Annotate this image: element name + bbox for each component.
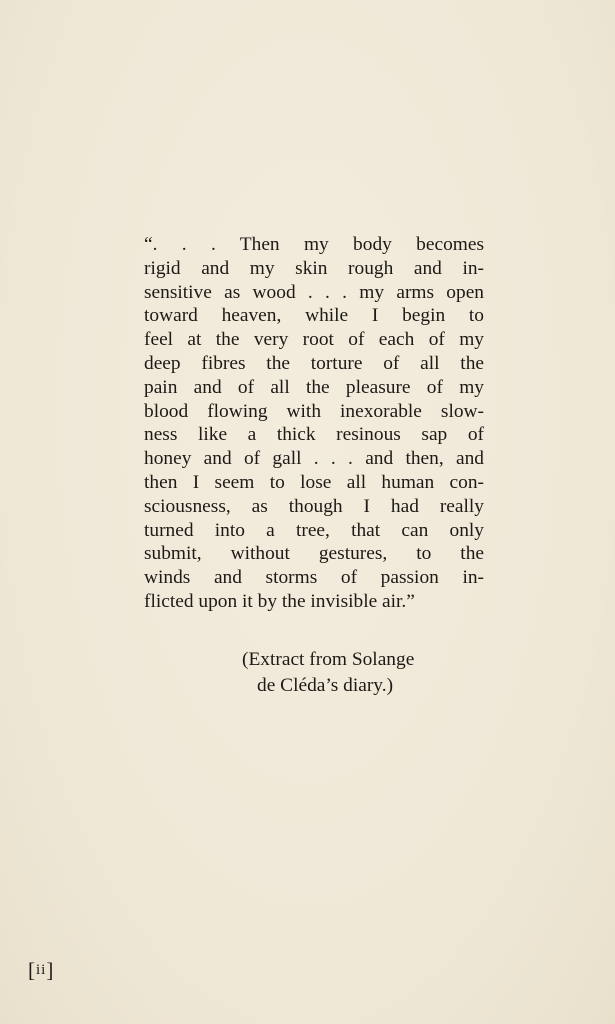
quote-line: sensitive as wood . . . my arms open — [144, 281, 484, 303]
quote-line: sciousness, as though I had really — [144, 495, 484, 517]
quote-line: feel at the very root of each of my — [144, 329, 484, 351]
quote-line: ness like a thick resinous sap of — [144, 424, 484, 446]
quote-line: deep fibres the torture of all the — [144, 352, 484, 374]
quote-line: turned into a tree, that can only — [144, 519, 484, 541]
quote-line: then I seem to lose all human con- — [144, 471, 484, 493]
quote-line: flicted upon it by the invisible air.” — [144, 590, 415, 612]
quote-attribution — [242, 647, 414, 699]
quote-line: “. . . Then my body becomes — [144, 234, 484, 255]
quote-line: submit, without gestures, to the — [144, 543, 484, 565]
folio-number: ii — [36, 962, 47, 978]
quote-line: winds and storms of passion in- — [144, 567, 484, 589]
quote-line: toward heaven, while I begin to — [144, 305, 484, 327]
attribution-line: de Cléda’s diary.) — [257, 675, 394, 696]
quote-line: blood flowing with inexorable slow- — [144, 400, 484, 422]
quote-line: rigid and my skin rough and in- — [144, 257, 484, 279]
folio-bracket-close: ] — [46, 958, 55, 982]
quote-line: pain and of all the pleasure of my — [144, 376, 484, 398]
folio-bracket-open: [ — [28, 958, 36, 982]
page-number — [28, 958, 54, 982]
epigraph-quote — [144, 233, 484, 614]
quote-line: honey and of gall . . . and then, and — [144, 448, 484, 470]
attribution-line: (Extract from Solange — [242, 649, 415, 670]
